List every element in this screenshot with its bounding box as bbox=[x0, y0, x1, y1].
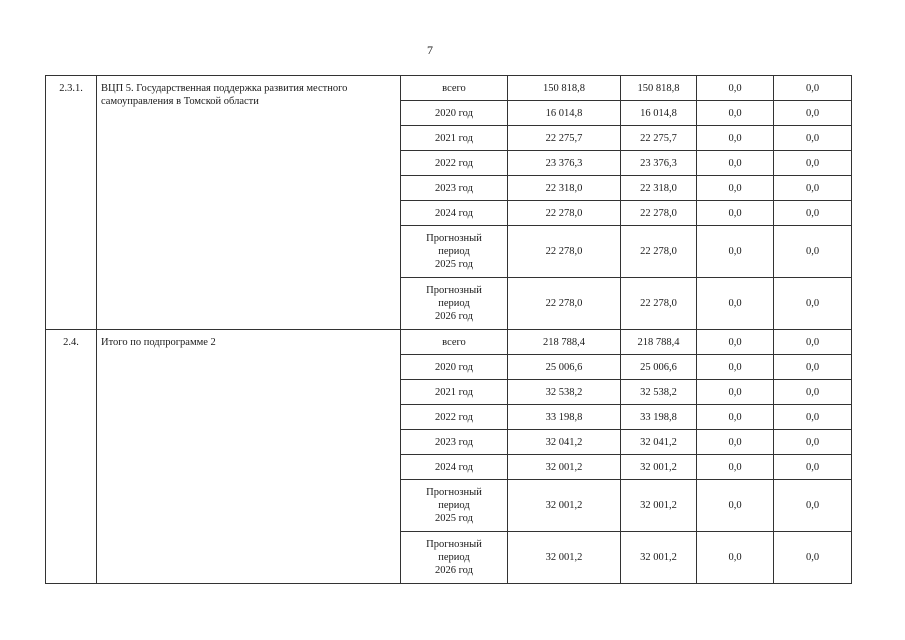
value-cell: 0,0 bbox=[774, 176, 852, 201]
value-cell: 23 376,3 bbox=[621, 151, 697, 176]
period-line: 2022 год bbox=[435, 411, 473, 423]
value-cell: 0,0 bbox=[697, 278, 774, 330]
value-cell: 33 198,8 bbox=[621, 405, 697, 430]
value-cell: 0,0 bbox=[697, 405, 774, 430]
value-cell: 22 278,0 bbox=[621, 226, 697, 278]
value-cell: 150 818,8 bbox=[621, 76, 697, 101]
page-number: 7 bbox=[427, 43, 433, 57]
value-cell: 32 001,2 bbox=[621, 455, 697, 480]
period-line: 2022 год bbox=[435, 157, 473, 169]
period-line: Прогнозный bbox=[426, 233, 482, 244]
value-cell: 22 278,0 bbox=[621, 278, 697, 330]
program-name: ВЦП 5. Государственная поддержка развития местного самоуправления в Томской области bbox=[97, 76, 401, 330]
period-line: 2026 год bbox=[435, 565, 473, 576]
value-cell: 32 001,2 bbox=[621, 480, 697, 532]
period-cell bbox=[401, 226, 508, 278]
value-cell: 0,0 bbox=[774, 201, 852, 226]
row-number: 2.4. bbox=[46, 330, 97, 584]
period-line: период bbox=[438, 246, 470, 257]
value-cell: 0,0 bbox=[697, 226, 774, 278]
period-cell bbox=[401, 480, 508, 532]
period-cell bbox=[401, 76, 508, 101]
period-cell bbox=[401, 101, 508, 126]
value-cell: 32 538,2 bbox=[621, 380, 697, 405]
value-cell: 218 788,4 bbox=[621, 330, 697, 355]
table-row bbox=[46, 330, 852, 355]
value-cell: 22 318,0 bbox=[508, 176, 621, 201]
period-cell bbox=[401, 201, 508, 226]
value-cell: 0,0 bbox=[774, 278, 852, 330]
budget-table bbox=[45, 75, 852, 584]
period-line: 2023 год bbox=[435, 182, 473, 194]
period-line: Прогнозный bbox=[426, 539, 482, 550]
value-cell: 0,0 bbox=[697, 455, 774, 480]
period-line: всего bbox=[442, 336, 466, 348]
value-cell: 0,0 bbox=[774, 532, 852, 584]
period-cell bbox=[401, 176, 508, 201]
period-cell bbox=[401, 330, 508, 355]
value-cell: 32 041,2 bbox=[508, 430, 621, 455]
period-line: период bbox=[438, 552, 470, 563]
value-cell: 0,0 bbox=[697, 532, 774, 584]
value-cell: 32 001,2 bbox=[508, 532, 621, 584]
period-cell bbox=[401, 278, 508, 330]
value-cell: 22 278,0 bbox=[508, 226, 621, 278]
value-cell: 0,0 bbox=[774, 355, 852, 380]
period-line: Прогнозный bbox=[426, 285, 482, 296]
row-number: 2.3.1. bbox=[46, 76, 97, 330]
value-cell: 0,0 bbox=[774, 430, 852, 455]
value-cell: 32 538,2 bbox=[508, 380, 621, 405]
period-cell bbox=[401, 355, 508, 380]
value-cell: 33 198,8 bbox=[508, 405, 621, 430]
value-cell: 0,0 bbox=[697, 430, 774, 455]
period-line: 2026 год bbox=[435, 311, 473, 322]
value-cell: 0,0 bbox=[697, 355, 774, 380]
value-cell: 0,0 bbox=[774, 151, 852, 176]
value-cell: 0,0 bbox=[774, 405, 852, 430]
value-cell: 0,0 bbox=[697, 330, 774, 355]
value-cell: 0,0 bbox=[774, 226, 852, 278]
value-cell: 16 014,8 bbox=[508, 101, 621, 126]
value-cell: 32 041,2 bbox=[621, 430, 697, 455]
value-cell: 32 001,2 bbox=[508, 480, 621, 532]
value-cell: 22 278,0 bbox=[621, 201, 697, 226]
value-cell: 0,0 bbox=[774, 480, 852, 532]
value-cell: 23 376,3 bbox=[508, 151, 621, 176]
value-cell: 0,0 bbox=[774, 455, 852, 480]
value-cell: 0,0 bbox=[774, 76, 852, 101]
period-line: период bbox=[438, 500, 470, 511]
value-cell: 22 318,0 bbox=[621, 176, 697, 201]
value-cell: 0,0 bbox=[774, 380, 852, 405]
period-line: 2021 год bbox=[435, 386, 473, 398]
value-cell: 0,0 bbox=[697, 151, 774, 176]
period-line: 2024 год bbox=[435, 461, 473, 473]
value-cell: 0,0 bbox=[697, 101, 774, 126]
period-line: 2021 год bbox=[435, 132, 473, 144]
period-line: период bbox=[438, 298, 470, 309]
period-line: 2023 год bbox=[435, 436, 473, 448]
period-line: 2020 год bbox=[435, 107, 473, 119]
value-cell: 0,0 bbox=[697, 76, 774, 101]
value-cell: 218 788,4 bbox=[508, 330, 621, 355]
value-cell: 0,0 bbox=[774, 101, 852, 126]
value-cell: 0,0 bbox=[697, 380, 774, 405]
value-cell: 16 014,8 bbox=[621, 101, 697, 126]
period-line: 2025 год bbox=[435, 259, 473, 270]
value-cell: 0,0 bbox=[697, 201, 774, 226]
value-cell: 0,0 bbox=[697, 480, 774, 532]
table-row bbox=[46, 76, 852, 101]
period-line: 2020 год bbox=[435, 361, 473, 373]
value-cell: 22 275,7 bbox=[508, 126, 621, 151]
period-cell bbox=[401, 430, 508, 455]
value-cell: 0,0 bbox=[697, 176, 774, 201]
value-cell: 25 006,6 bbox=[621, 355, 697, 380]
value-cell: 22 275,7 bbox=[621, 126, 697, 151]
period-cell bbox=[401, 405, 508, 430]
program-name: Итого по подпрограмме 2 bbox=[97, 330, 401, 584]
value-cell: 22 278,0 bbox=[508, 278, 621, 330]
value-cell: 32 001,2 bbox=[508, 455, 621, 480]
period-cell bbox=[401, 380, 508, 405]
period-line: 2025 год bbox=[435, 513, 473, 524]
period-cell bbox=[401, 151, 508, 176]
value-cell: 0,0 bbox=[697, 126, 774, 151]
value-cell: 25 006,6 bbox=[508, 355, 621, 380]
table-body bbox=[46, 76, 852, 584]
period-cell bbox=[401, 532, 508, 584]
period-cell bbox=[401, 455, 508, 480]
value-cell: 0,0 bbox=[774, 126, 852, 151]
period-cell bbox=[401, 126, 508, 151]
value-cell: 32 001,2 bbox=[621, 532, 697, 584]
value-cell: 22 278,0 bbox=[508, 201, 621, 226]
period-line: 2024 год bbox=[435, 207, 473, 219]
value-cell: 0,0 bbox=[774, 330, 852, 355]
period-line: Прогнозный bbox=[426, 487, 482, 498]
period-line: всего bbox=[442, 82, 466, 94]
value-cell: 150 818,8 bbox=[508, 76, 621, 101]
